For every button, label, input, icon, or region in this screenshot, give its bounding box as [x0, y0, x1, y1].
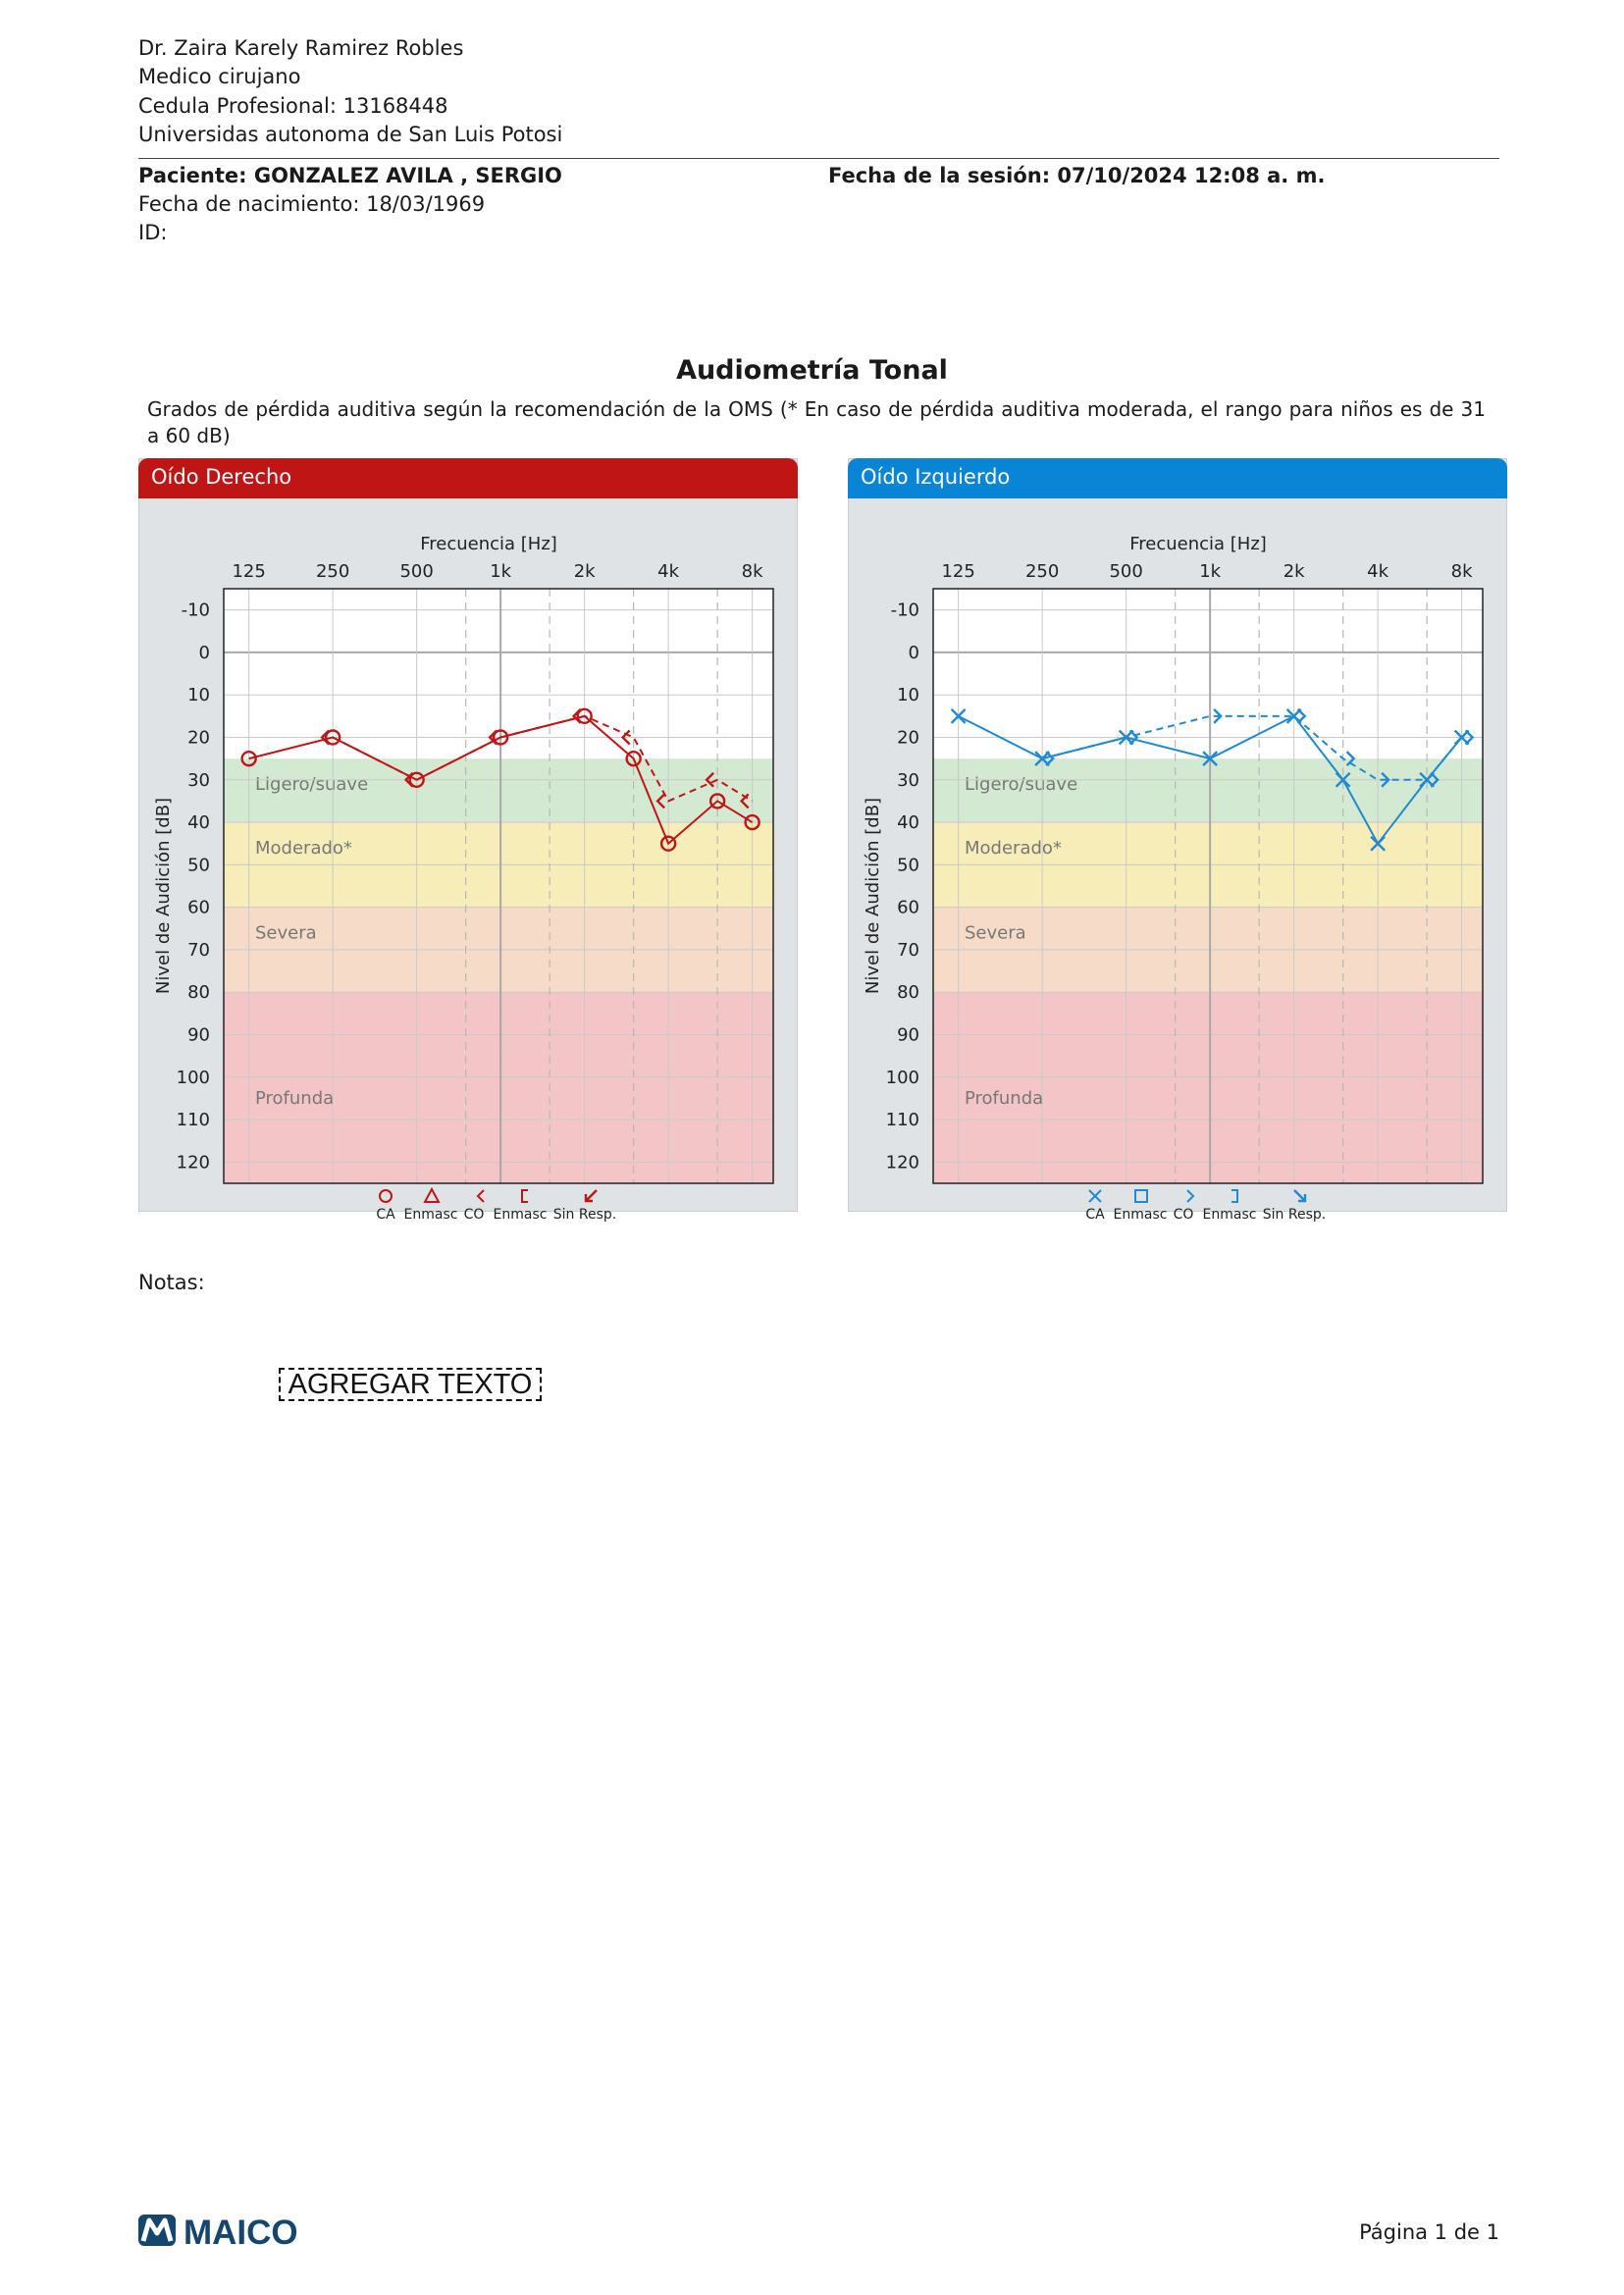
legend-no-response-icon — [586, 1190, 597, 1201]
left-ear-audiogram — [849, 498, 1506, 1223]
y-tick-label: 60 — [187, 897, 210, 918]
right-ear-audiogram — [139, 498, 797, 1223]
y-axis-title: Nivel de Audición [dB] — [863, 797, 883, 995]
x-axis-title: Frecuencia [Hz] — [420, 534, 557, 554]
legend-label: Enmasc — [403, 1207, 458, 1223]
x-tick-label: 2k — [1283, 561, 1305, 582]
y-tick-label: 10 — [187, 685, 210, 706]
session-date: Fecha de la sesión: 07/10/2024 12:08 a. m. — [828, 164, 1326, 187]
y-axis-title: Nivel de Audición [dB] — [153, 797, 174, 995]
y-tick-label: 120 — [885, 1152, 919, 1174]
legend-ca-icon — [380, 1190, 392, 1202]
legend-masked-ca-icon — [1135, 1190, 1147, 1202]
y-tick-label: 30 — [897, 769, 919, 791]
y-tick-label: 0 — [198, 642, 210, 663]
y-tick-label: 90 — [897, 1024, 919, 1046]
maico-logo — [138, 2212, 335, 2255]
legend-label: CO — [1173, 1207, 1194, 1223]
y-tick-label: 20 — [897, 727, 919, 749]
patient-name: Paciente: GONZALEZ AVILA , SERGIO — [138, 164, 562, 187]
legend-masked-ca-icon — [425, 1189, 439, 1202]
x-tick-label: 250 — [1024, 561, 1060, 582]
x-tick-label: 125 — [232, 561, 266, 582]
right-ear-title: Oído Derecho — [151, 465, 292, 489]
notes-label: Notas: — [138, 1271, 205, 1294]
x-tick-label: 8k — [1450, 561, 1473, 582]
y-tick-label: 110 — [176, 1110, 210, 1131]
x-tick-label: 4k — [657, 561, 680, 582]
legend-co-icon — [1187, 1190, 1193, 1202]
x-tick-label: 125 — [941, 561, 975, 582]
patient-dob: Fecha de nacimiento: 18/03/1969 — [138, 192, 486, 216]
legend-label: Enmasc — [1202, 1207, 1257, 1223]
legend-label: CA — [1085, 1207, 1105, 1223]
left-ear-title: Oído Izquierdo — [861, 465, 1011, 489]
x-tick-label: 1k — [1199, 561, 1222, 582]
legend-label: CO — [463, 1207, 485, 1223]
y-tick-label: 90 — [187, 1024, 210, 1046]
legend-masked-co-icon — [1231, 1190, 1237, 1202]
doctor-license: Cedula Profesional: 13168448 — [138, 94, 448, 118]
y-tick-label: 100 — [176, 1067, 210, 1088]
y-tick-label: 40 — [187, 812, 210, 834]
legend-co-icon — [478, 1190, 484, 1202]
doctor-university: Universidas autonoma de San Luis Potosi — [138, 123, 563, 146]
x-tick-label: 250 — [315, 561, 350, 582]
patient-id: ID: — [138, 221, 168, 244]
y-tick-label: -10 — [181, 600, 210, 621]
zone-label: Moderado* — [965, 838, 1062, 860]
right-ear-header — [138, 458, 798, 498]
legend-label: Sin Resp. — [552, 1207, 617, 1223]
report-subtitle: Grados de pérdida auditiva según la recomendación de la OMS (* En caso de pérdida auditiva moderada, el rango para niños es de 31 a 60 dB) — [147, 397, 1486, 447]
legend-no-response-icon — [1294, 1190, 1305, 1201]
y-tick-label: 70 — [187, 939, 210, 961]
add-text-button[interactable]: AGREGAR TEXTO — [279, 1368, 542, 1401]
legend-label: Sin Resp. — [1262, 1207, 1327, 1223]
y-tick-label: 80 — [187, 982, 210, 1004]
legend-masked-co-icon — [522, 1190, 528, 1202]
zone-label: Severa — [965, 922, 1026, 944]
zone-label: Severa — [255, 922, 317, 944]
y-tick-label: 50 — [187, 855, 210, 876]
y-tick-label: 50 — [897, 855, 919, 876]
legend-label: CA — [376, 1207, 395, 1223]
y-tick-label: 20 — [187, 727, 210, 749]
y-tick-label: 40 — [897, 812, 919, 834]
right-ear-panel — [138, 458, 798, 1223]
legend — [376, 1189, 616, 1223]
x-tick-label: 8k — [741, 561, 763, 582]
legend-label: Enmasc — [1113, 1207, 1168, 1223]
page-number: Página 1 de 1 — [1359, 2220, 1499, 2244]
x-tick-label: 1k — [490, 561, 512, 582]
legend-ca-icon — [1089, 1190, 1101, 1202]
y-tick-label: 110 — [885, 1110, 919, 1131]
y-tick-label: -10 — [890, 600, 919, 621]
x-tick-label: 500 — [399, 561, 434, 582]
x-axis-title: Frecuencia [Hz] — [1129, 534, 1267, 554]
legend-label: Enmasc — [493, 1207, 548, 1223]
y-tick-label: 0 — [908, 642, 919, 663]
maico-logo-icon — [138, 2215, 176, 2246]
y-tick-label: 10 — [897, 685, 919, 706]
x-tick-label: 2k — [573, 561, 596, 582]
doctor-title: Medico cirujano — [138, 65, 301, 88]
y-tick-label: 30 — [187, 769, 210, 791]
left-ear-header — [848, 458, 1507, 498]
legend — [1085, 1190, 1326, 1223]
report-title: Audiometría Tonal — [676, 355, 948, 386]
zone-label: Profunda — [965, 1088, 1044, 1110]
zone-label: Ligero/suave — [965, 774, 1078, 796]
doctor-name: Dr. Zaira Karely Ramirez Robles — [138, 36, 464, 60]
y-tick-label: 60 — [897, 897, 919, 918]
left-ear-panel — [848, 458, 1507, 1223]
y-tick-label: 70 — [897, 939, 919, 961]
y-tick-label: 80 — [897, 982, 919, 1004]
y-tick-label: 120 — [176, 1152, 210, 1174]
zone-label: Profunda — [255, 1088, 335, 1110]
zone-label: Moderado* — [255, 838, 352, 860]
y-tick-label: 100 — [885, 1067, 919, 1088]
zone-label: Ligero/suave — [255, 774, 369, 796]
header-divider — [138, 158, 1499, 159]
x-tick-label: 4k — [1367, 561, 1389, 582]
x-tick-label: 500 — [1109, 561, 1143, 582]
maico-logo-text: MAICO — [183, 2214, 298, 2252]
